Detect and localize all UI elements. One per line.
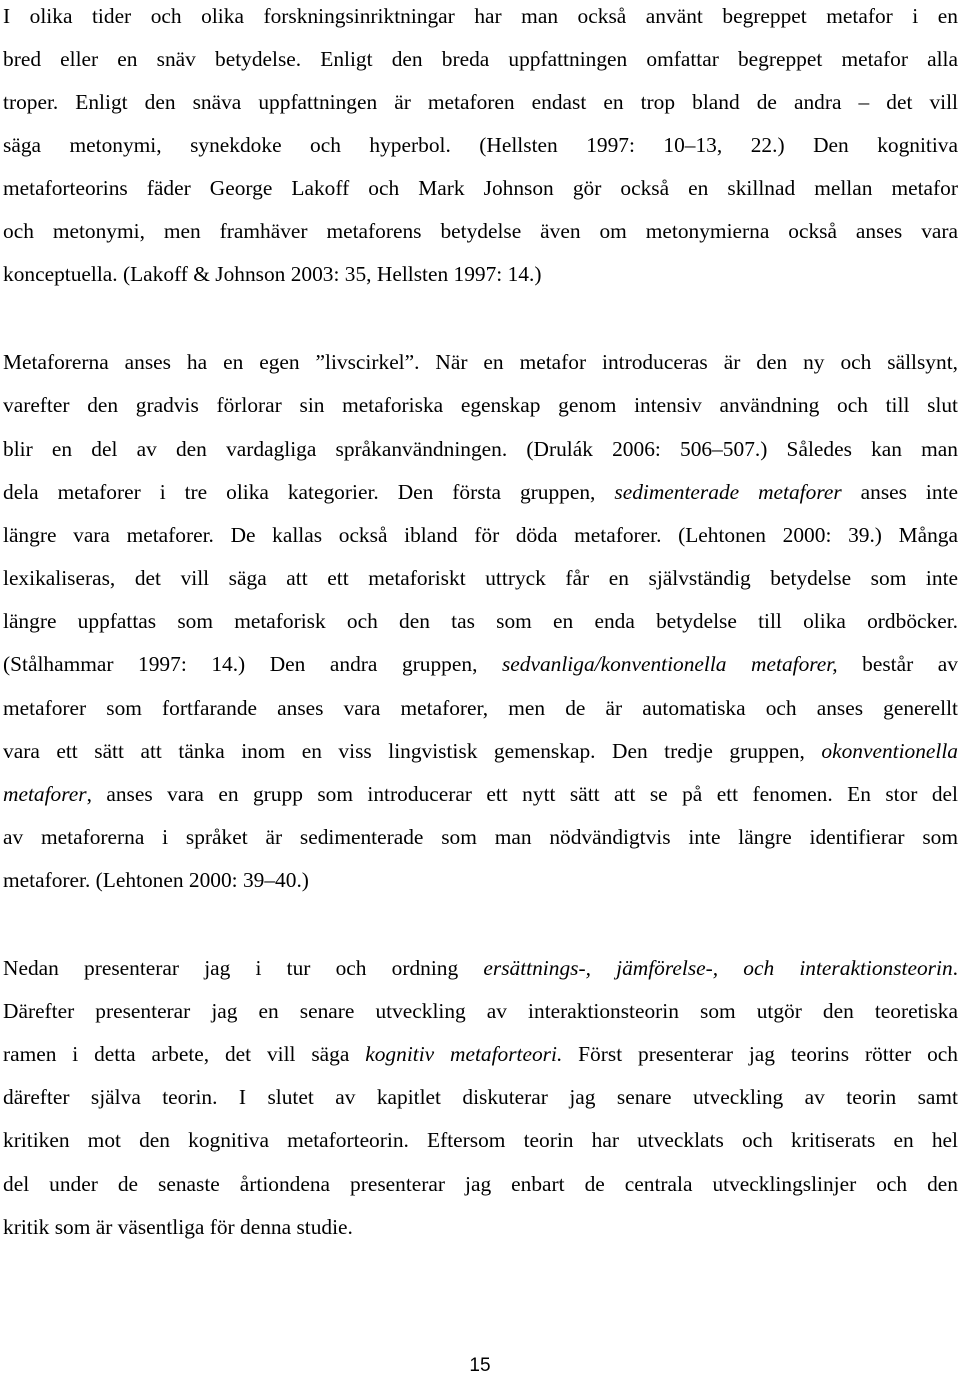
text-run: kritik som är väsentliga för denna studie. <box>3 1215 353 1239</box>
text-line <box>3 1041 958 1067</box>
text-line <box>3 89 958 115</box>
text-line <box>3 998 958 1024</box>
text-run: (Stålhammar 1997: 14.) Den andra gruppen, <box>3 652 502 676</box>
text-run: därefter själva teorin. I slutet av kapitlet diskuterar jag senare utveckling av teorin samt <box>3 1085 958 1109</box>
page-number: 15 <box>469 1355 491 1376</box>
text-run: blir en del av den vardagliga språkanvändningen. (Drulák 2006: 506–507.) Således kan man <box>3 437 958 461</box>
text-run: del under de senaste årtiondena presenterar jag enbart de centrala utvecklingslinjer och den <box>3 1172 958 1196</box>
text-line <box>3 781 958 807</box>
text-line <box>3 1127 958 1153</box>
text-run: , anses vara en grupp som introducerar ett nytt sätt att se på ett fenomen. En stor del <box>86 782 958 806</box>
text-line <box>3 436 958 462</box>
italic-run: sedvanliga/konventionella metaforer, <box>501 652 838 676</box>
text-line <box>3 608 958 634</box>
text-line <box>3 695 958 721</box>
text-run: Först presenterar jag teorins rötter och <box>562 1042 958 1066</box>
text-run: I olika tider och olika forskningsinriktningar har man också använt begreppet metafor i en <box>3 4 958 28</box>
text-line <box>3 955 958 981</box>
text-run: och metonymi, men framhäver metaforens betydelse även om metonymierna också anses vara <box>3 219 958 243</box>
text-run: ramen i detta arbete, det vill säga <box>3 1042 366 1066</box>
text-run: konceptuella. (Lakoff & Johnson 2003: 35, Hellsten 1997: 14.) <box>3 262 542 286</box>
text-line <box>3 651 958 677</box>
text-line <box>3 349 958 375</box>
italic-run: kognitiv metaforteori. <box>365 1042 563 1066</box>
text-run: dela metaforer i tre olika kategorier. Den första gruppen, <box>3 480 615 504</box>
text-line <box>3 261 958 287</box>
text-run: metaforer. (Lehtonen 2000: 39–40.) <box>3 868 309 892</box>
text-run: varefter den gradvis förlorar sin metaforiska egenskap genom intensiv användning och till slut <box>3 393 958 417</box>
text-line <box>3 175 958 201</box>
text-line <box>3 479 958 505</box>
text-run: längre vara metaforer. De kallas också ibland för döda metaforer. (Lehtonen 2000: 39.) Många <box>3 523 958 547</box>
italic-run: sedimenterade metaforer <box>614 480 842 504</box>
text-run: Metaforerna anses ha en egen ”livscirkel”. När en metafor introduceras är den ny och sällsynt, <box>3 350 958 374</box>
italic-run: metaforer <box>3 782 87 806</box>
text-run: längre uppfattas som metaforisk och den tas som en enda betydelse till olika ordböcker. <box>3 609 958 633</box>
text-run: metaforteorins fäder George Lakoff och Mark Johnson gör också en skillnad mellan metafor <box>3 176 958 200</box>
text-line <box>3 824 958 850</box>
text-run: troper. Enligt den snäva uppfattningen är metaforen endast en trop bland de andra – det vill <box>3 90 958 114</box>
text-line <box>3 1214 958 1240</box>
text-run: bred eller en snäv betydelse. Enligt den breda uppfattningen omfattar begreppet metafor alla <box>3 47 958 71</box>
text-line <box>3 392 958 418</box>
text-line <box>3 46 958 72</box>
italic-run: ersättnings-, jämförelse-, och interaktionsteorin <box>483 956 953 980</box>
text-line <box>3 1171 958 1197</box>
text-run: anses inte <box>841 480 959 504</box>
text-run: säga metonymi, synekdoke och hyperbol. (Hellsten 1997: 10–13, 22.) Den kognitiva <box>3 133 958 157</box>
italic-run: okonventionella <box>821 739 958 763</box>
text-run: Nedan presenterar jag i tur och ordning <box>3 956 484 980</box>
text-line <box>3 218 958 244</box>
text-run: består av <box>837 652 958 676</box>
text-run: av metaforerna i språket är sedimenterade som man nödvändigtvis inte längre identifierar som <box>3 825 958 849</box>
text-line <box>3 738 958 764</box>
text-run: kritiken mot den kognitiva metaforteorin. Eftersom teorin har utvecklats och kritiserats en hel <box>3 1128 958 1152</box>
text-line <box>3 565 958 591</box>
text-run: Därefter presenterar jag en senare utveckling av interaktionsteorin som utgör den teoretiska <box>3 999 958 1023</box>
text-line <box>3 867 958 893</box>
text-line <box>3 522 958 548</box>
text-line <box>3 3 958 29</box>
text-line <box>3 132 958 158</box>
text-run: . <box>952 956 959 980</box>
text-run: vara ett sätt att tänka inom en viss lingvistisk gemenskap. Den tredje gruppen, <box>3 739 822 763</box>
text-run: lexikaliseras, det vill säga att ett metaforiskt uttryck får en självständig betydelse som inte <box>3 566 958 590</box>
text-line <box>3 1084 958 1110</box>
text-run: metaforer som fortfarande anses vara metaforer, men de är automatiska och anses generellt <box>3 696 958 720</box>
